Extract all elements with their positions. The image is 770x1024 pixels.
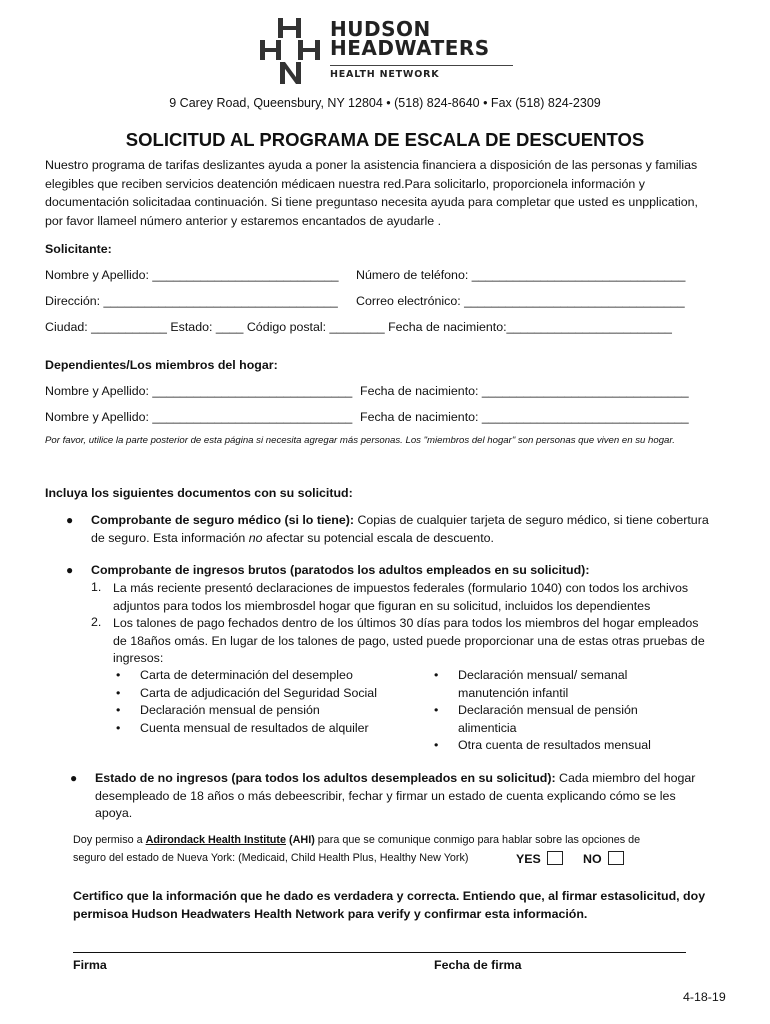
list-item [116, 685, 377, 703]
signature-line[interactable] [73, 952, 686, 953]
insurance-text: de seguro. Esta información [91, 530, 249, 545]
hhn-monogram-icon [258, 18, 326, 84]
dependents-note: Por favor, utilice la parte posterior de esta página si necesita agregar más personas. Los "miembros del hogar" son personas que viven en su hogar. [45, 435, 675, 446]
form-revision-date: 4-18-19 [683, 990, 726, 1004]
applicant-name-field[interactable]: Nombre y Apellido: ___________________________ [45, 268, 339, 282]
certification-statement [73, 888, 705, 923]
proof-label: alimenticia [458, 720, 517, 735]
bullet-icon: • [116, 668, 121, 682]
yes-option [516, 851, 563, 866]
logo-wordmark [330, 17, 490, 60]
signature-label: Firma [73, 958, 107, 972]
dependent-name-field[interactable]: Nombre y Apellido: _____________________________ [45, 410, 353, 424]
list-item [434, 702, 651, 720]
bullet-icon: ● [66, 513, 74, 527]
insurance-text: afectar su potencial escala de descuento. [262, 530, 494, 545]
no-income-requirement [95, 770, 695, 823]
income-item-2-line: de 18años omás. En lugar de los talones de pago, usted puede proporcionar una de estas otras pruebas de [113, 633, 705, 648]
list-item [434, 685, 651, 703]
intro-paragraph [45, 156, 735, 230]
income-item-1-line: adjuntos para todos los miembrosdel hogar que figuran en su solicitud, incluidos los dependientes [113, 598, 651, 613]
income-item-1-line: La más reciente presentó declaraciones de impuestos federales (formulario 1040) con todos los archivos [113, 581, 689, 595]
proof-label: Declaración mensual/ semanal [458, 668, 628, 682]
permission-line-2: seguro del estado de Nueva York: (Medicaid, Child Health Plus, Healthy New York) [73, 852, 469, 864]
applicant-heading: Solicitante: [45, 242, 112, 256]
income-item-1 [113, 580, 688, 615]
bullet-icon: • [434, 738, 439, 752]
income-item-2-line: ingresos: [113, 651, 164, 665]
list-item [116, 702, 377, 720]
no-checkbox[interactable] [608, 851, 624, 865]
dependents-heading: Dependientes/Los miembros del hogar: [45, 358, 278, 372]
hudson-headwaters-logo [258, 18, 513, 86]
organization-address: 9 Carey Road, Queensbury, NY 12804 • (518) 824-8640 • Fax (518) 824-2309 [169, 96, 601, 110]
no-label: NO [583, 852, 602, 866]
no-income-text: apoya. [95, 806, 133, 820]
intro-line: documentación solicitadaa continuación. Si tiene preguntaso necesita ayuda para completar que usted es unpplication, [45, 195, 699, 209]
dependent-name-field[interactable]: Nombre y Apellido: _____________________________ [45, 384, 353, 398]
documents-heading: Incluya los siguientes documentos con su solicitud: [45, 486, 353, 500]
bullet-icon: ● [66, 563, 74, 577]
income-item-number: 2. [91, 615, 102, 629]
insurance-text: Copias de cualquier tarjeta de seguro médico, si tiene cobertura [354, 513, 709, 527]
intro-line: Nuestro programa de tarifas deslizantes ayuda a poner la asistencia financiera a disposición de las personas y familias [45, 158, 698, 172]
permission-abbr: (AHI) [286, 834, 315, 846]
applicant-phone-field[interactable]: Número de teléfono: _______________________________ [356, 268, 686, 282]
income-item-number: 1. [91, 580, 102, 594]
proof-label: Declaración mensual de pensión [140, 703, 320, 717]
certification-line: permisoa Hudson Headwaters Health Network para verify y confirmar esta información. [73, 906, 588, 921]
certification-line: Certifico que la información que he dado es verdadera y correcta. Entiendo que, al firmar estasolicitud, doy [73, 889, 706, 903]
form-title: SOLICITUD AL PROGRAMA DE ESCALA DE DESCUENTOS [125, 129, 645, 150]
income-proofs-left [116, 667, 377, 737]
list-item [116, 720, 377, 738]
permission-line-1 [73, 834, 640, 846]
proof-label: Carta de determinación del desempleo [140, 668, 353, 682]
intro-line: por favor llameel número anterior y estaremos encantados de ayudarle . [45, 213, 442, 228]
logo-line-3: HEALTH NETWORK [330, 69, 440, 80]
permission-text: Doy permiso a [73, 834, 146, 846]
applicant-city-state-zip-dob-field[interactable]: Ciudad: ___________ Estado: ____ Código postal: ________ Fecha de nacimiento:________________________ [45, 320, 672, 334]
bullet-icon: • [116, 685, 121, 700]
list-item [116, 667, 377, 685]
proof-label: manutención infantil [458, 685, 569, 700]
logo-line-1: HUDSON [330, 17, 431, 41]
intro-line: elegibles que reciben servicios deatención médicaen nuestra red.Para solicitarlo, proporcionela información y [45, 176, 645, 191]
yes-checkbox[interactable] [547, 851, 563, 865]
logo-line-2: HEADWATERS [330, 36, 490, 60]
bullet-icon: • [116, 720, 121, 735]
yes-label: YES [516, 852, 541, 866]
applicant-address-field[interactable]: Dirección: __________________________________ [45, 294, 338, 308]
proof-label: Cuenta mensual de resultados de alquiler [140, 720, 369, 735]
list-item [434, 667, 651, 685]
income-heading: Comprobante de ingresos brutos (paratodos los adultos empleados en su solicitud): [91, 563, 590, 577]
income-item-2 [113, 615, 705, 668]
insurance-emphasis: no [248, 530, 263, 545]
bullet-icon: ● [70, 771, 78, 785]
logo-divider [330, 65, 513, 66]
ahi-link[interactable]: Adirondack Health Institute [145, 834, 286, 846]
no-option [583, 851, 624, 866]
permission-text: para que se comunique conmigo para hablar sobre las opciones de [314, 834, 641, 846]
list-item [434, 720, 651, 738]
income-item-2-line: Los talones de pago fechados dentro de los últimos 30 días para todos los miembros del hogar empleados [113, 616, 699, 630]
dependent-dob-field[interactable]: Fecha de nacimiento: ______________________________ [360, 410, 689, 424]
applicant-email-field[interactable]: Correo electrónico: ________________________________ [356, 294, 685, 308]
bullet-icon: • [434, 703, 439, 717]
proof-label: Otra cuenta de resultados mensual [458, 738, 651, 752]
proof-label: Carta de adjudicación del Seguridad Social [140, 685, 377, 700]
bullet-icon: • [434, 668, 439, 682]
income-proofs-right [434, 667, 651, 755]
no-income-text: Cada miembro del hogar [555, 771, 696, 785]
insurance-requirement [91, 512, 709, 547]
bullet-icon: • [116, 703, 121, 717]
signature-date-label: Fecha de firma [434, 958, 522, 972]
insurance-label: Comprobante de seguro médico (si lo tiene): [91, 513, 354, 527]
dependent-dob-field[interactable]: Fecha de nacimiento: ______________________________ [360, 384, 689, 398]
list-item [434, 737, 651, 755]
proof-label: Declaración mensual de pensión [458, 703, 638, 717]
no-income-text: desempleado de 18 años o más debeescribir, fechar y firmar un estado de cuenta explicando cómo se les [95, 788, 676, 803]
no-income-label: Estado de no ingresos (para todos los adultos desempleados en su solicitud): [95, 771, 556, 785]
